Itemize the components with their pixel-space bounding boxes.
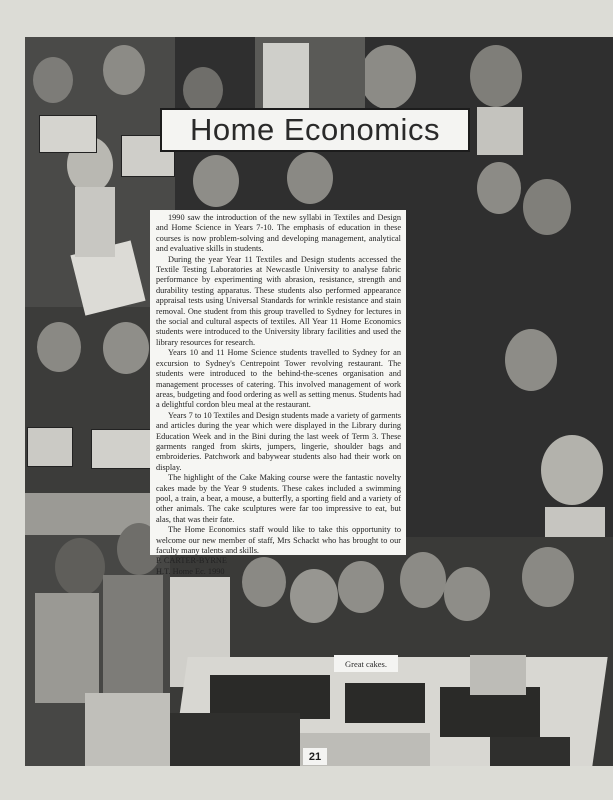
article-paragraph: 1990 saw the introduction of the new syllabi in Textiles and Design and Home Science in Years 7-10. The emphasis of education in these courses is now problem-solving and developing management, analytical and evaluative skills in students. xyxy=(156,213,401,254)
article-paragraph: Years 7 to 10 Textiles and Design students made a variety of garments and articles during the year which were displayed in the Library during Education Week and in the Bini during the last week of Term 3. These garments ranged from skirts, jumpers, lingerie, shoulder bags and embroideries. Patchwork and babywear students also had their work on display. xyxy=(156,410,401,472)
article-paragraph: During the year Year 11 Textiles and Design students accessed the Textile Testing Laboratories at Newcastle University to analyse fabric performance by experimenting with abrasion, resistance, strength and durability testing apparatus. These students also performed appearance appraisal tests using Universal Standards for wrinkle resistance and stain removal. One student from this group travelled to Sydney for lectures in the social and cultural aspects of textiles. All Year 11 Home Economics students were introduced to the University library facilities and used the library resources for research. xyxy=(156,254,401,347)
article-paragraph: The Home Economics staff would like to take this opportunity to welcome our new member of staff, Mrs Schackt who has brought to our faculty many talents and skills. xyxy=(156,525,401,555)
photo-caption: Great cakes. xyxy=(334,655,398,672)
article-text-box xyxy=(150,210,406,576)
page-title: Home Economics xyxy=(190,112,440,147)
page-title-box xyxy=(160,108,470,152)
article-paragraph: The highlight of the Cake Making course were the fantastic novelty cakes made by the Year 9 students. These cakes included a swimming pool, a train, a bear, a mouse, a butterfly, a sporting field and a variety of other animals. The cake sculptures were far too impressive to eat, but alas, that was their fate. xyxy=(156,473,401,524)
signature-role: H.T. Home Ec. 1990 xyxy=(156,566,225,576)
signature-name: P. CARTER-BYRNE xyxy=(156,556,227,566)
page-number: 21 xyxy=(303,748,327,765)
article-paragraph: Years 10 and 11 Home Science students travelled to Sydney for an excursion to Sydney's Centrepoint Tower revolving restaurant. The students were introduced to the behind-the-scenes organisation and management processes of catering. This involved management of work areas, budgeting and food ordering as well as setting menus. Students had a delightful cordon bleu meal at the restaurant. xyxy=(156,348,401,410)
